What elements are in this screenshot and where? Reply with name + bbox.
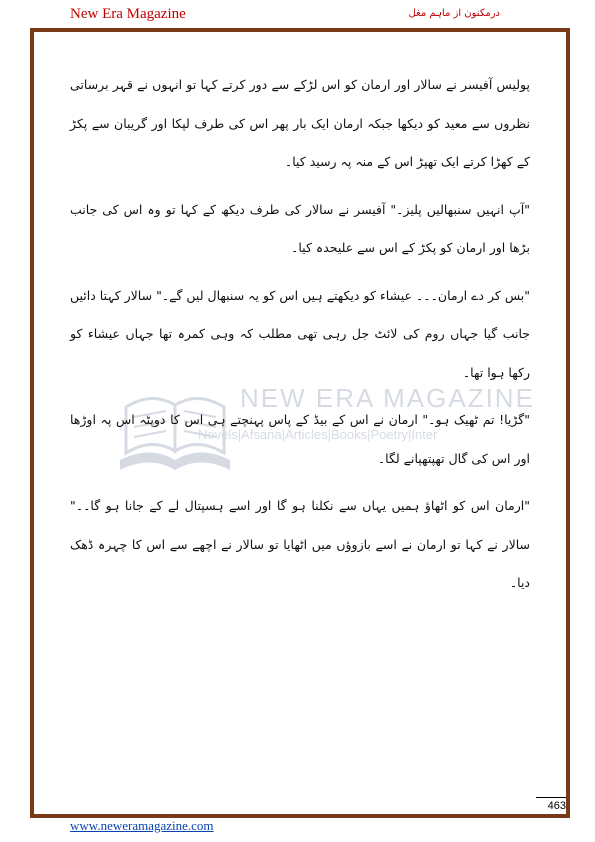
paragraph: "گڑیا! تم ٹھیک ہو۔" ارمان نے اس کے بیڈ کے پاس پہنچتے ہی اس کا دوپٹہ اس پہ اوڑھا اور اس کی گال تھپتھپانے لگا۔ — [70, 412, 530, 466]
watermark-subtitle: Novels|Afsana|Articles|Books|Poetry|Inter — [198, 427, 438, 442]
magazine-name: New Era Magazine — [70, 6, 186, 22]
watermark-title: NEW ERA MAGAZINE — [240, 383, 535, 413]
paragraph: "آپ انہیں سنبھالیں پلیز۔" آفیسر نے سالار کی طرف دیکھ کے کہا تو وہ اس کی جانب بڑھا اور ارمان کو پکڑ کے اس سے علیحدہ کیا۔ — [70, 201, 530, 255]
story-text — [70, 66, 530, 612]
novel-title-author: درمکنون از ماہم مغل — [408, 8, 500, 19]
paragraph: "ارمان اس کو اٹھاؤ ہمیں یہاں سے نکلنا ہو گا اور اسے ہسپتال لے کے جانا ہو گا۔۔" سالار نے کہا تو ارمان نے اسے بازوؤں میں اٹھایا تو سالار نے اچھے سے اس کا چہرہ ڈھک دیا۔ — [70, 498, 530, 590]
paragraph: پولیس آفیسر نے سالار اور ارمان کو اس لڑکے سے دور کرتے کہا تو انہوں نے قہر برساتی نظروں سے معید کو دیکھا جبکہ ارمان ایک بار پھر اس کی طرف لپکا اور گریبان سے پکڑ کے کھڑا کرتے ایک تھپڑ اس کے منہ پہ رسید کیا۔ — [70, 77, 530, 169]
website-link[interactable]: www.neweramagazine.com — [70, 818, 214, 833]
paragraph: "بس کر دے ارمان۔۔۔ عیشاء کو دیکھتے ہیں اس کو یہ سنبھال لیں گے۔" سالار کہتا دائیں جانب گیا جہاں روم کی لائٹ جل رہی تھی مطلب کہ وہی کمرہ تھا جہاں عیشاء کو رکھا ہوا تھا۔ — [70, 287, 530, 380]
page-number: 463 — [536, 797, 566, 812]
